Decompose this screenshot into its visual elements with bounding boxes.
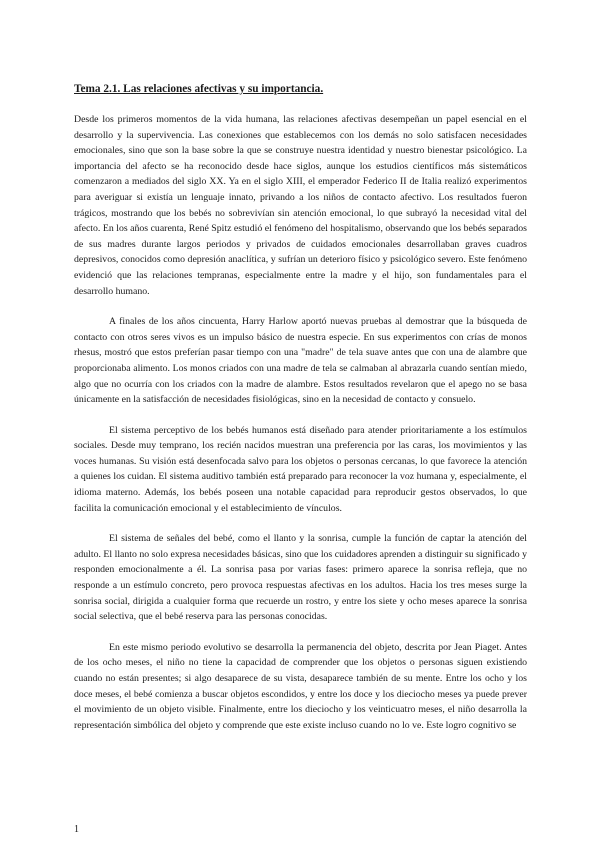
paragraph-3: El sistema perceptivo de los bebés humanos está diseñado para atender prioritariamente a los estímulos sociales. Desde muy temprano, los recién nacidos muestran una preferencia por las caras, los movimientos y las voces humanas. Su visión está desenfocada salvo para los objetos o personas cercanas, lo que favorece la atención a quienes los cuidan. El sistema auditivo también está preparado para reconocer la voz humana y, especialmente, el idioma materno. Además, los bebés poseen una notable capacidad para reproducir gestos observados, lo que facilita la comunicación emocional y el establecimiento de vínculos.	[74, 424, 527, 514]
paragraph-5: En este mismo periodo evolutivo se desarrolla la permanencia del objeto, descrita por Jean Piaget. Antes de los ocho meses, el niño no tiene la capacidad de comprender que los objetos o personas siguen existiendo cuando no están presentes; si algo desaparece de su vista, desaparece también de su mente. Entre los ocho y los doce meses, el bebé comienza a buscar objetos escondidos, y entre los doce y los dieciocho meses ya puede prever el movimiento de un objeto visible. Finalmente, entre los dieciocho y los veinticuatro meses, el niño desarrolla la representación simbólica del objeto y comprende que este existe incluso cuando no lo ve. Este logro cognitivo se	[74, 641, 527, 731]
paragraph-4: El sistema de señales del bebé, como el llanto y la sonrisa, cumple la función de captar la atención del adulto. El llanto no solo expresa necesidades básicas, sino que los cuidadores aprenden a distinguir su significado y responden emocionalmente a él. La sonrisa pasa por varias fases: primero aparece la sonrisa refleja, que no responde a un estímulo concreto, pero provoca respuestas afectivas en los adultos. Hacia los tres meses surge la sonrisa social, dirigida a cualquier forma que recuerde un rostro, y entre los siete y ocho meses aparece la sonrisa social selectiva, que el bebé reserva para las personas conocidas.	[74, 533, 527, 623]
paragraph-2: A finales de los años cincuenta, Harry Harlow aportó nuevas pruebas al demostrar que la búsqueda de contacto con otros seres vivos es un impulso básico de nuestra especie. En sus experimentos con crías de monos rhesus, mostró que estos preferían pasar tiempo con una "madre" de tela suave antes que con una de alambre que proporcionaba alimento. Los monos criados con una madre de tela se calmaban al abrazarla cuando sentían miedo, algo que no ocurría con los criados con la madre de alambre. Estos resultados revelaron que el apego no se basa únicamente en la satisfacción de necesidades fisiológicas, sino en la necesidad de contacto y consuelo.	[74, 316, 527, 406]
paragraph-1: Desde los primeros momentos de la vida humana, las relaciones afectivas desempeñan un papel esencial en el desarrollo y la supervivencia. Las conexiones que establecemos con los demás no solo satisfacen necesidades emocionales, sino que son la base sobre la que se construye nuestra identidad y nuestro bienestar psicológico. La importancia del afecto se ha reconocido desde hace siglos, aunque los estudios científicos más sistemáticos comenzaron a mediados del siglo XX. Ya en el siglo XIII, el emperador Federico II de Italia realizó experimentos para averiguar si existía un lenguaje innato, privando a los niños de contacto afectivo. Los resultados fueron trágicos, mostrando que los bebés no sobrevivían sin atención emocional, lo que subrayó la necesidad vital del afecto. En los años cuarenta, René Spitz estudió el fenómeno del hospitalismo, observando que los bebés separados de sus madres durante largos periodos y privados de cuidados emocionales desarrollaban graves cuadros depresivos, conocidos como depresión anaclítica, y sufrían un deterioro físico y psicológico severo. Este fenómeno evidenció que las relaciones tempranas, especialmente entre la madre y el hijo, son fundamentales para el desarrollo humano.	[74, 114, 527, 297]
document-page	[74, 82, 527, 748]
page-number: 1	[74, 824, 79, 835]
document-title: Tema 2.1. Las relaciones afectivas y su importancia.	[74, 83, 324, 95]
